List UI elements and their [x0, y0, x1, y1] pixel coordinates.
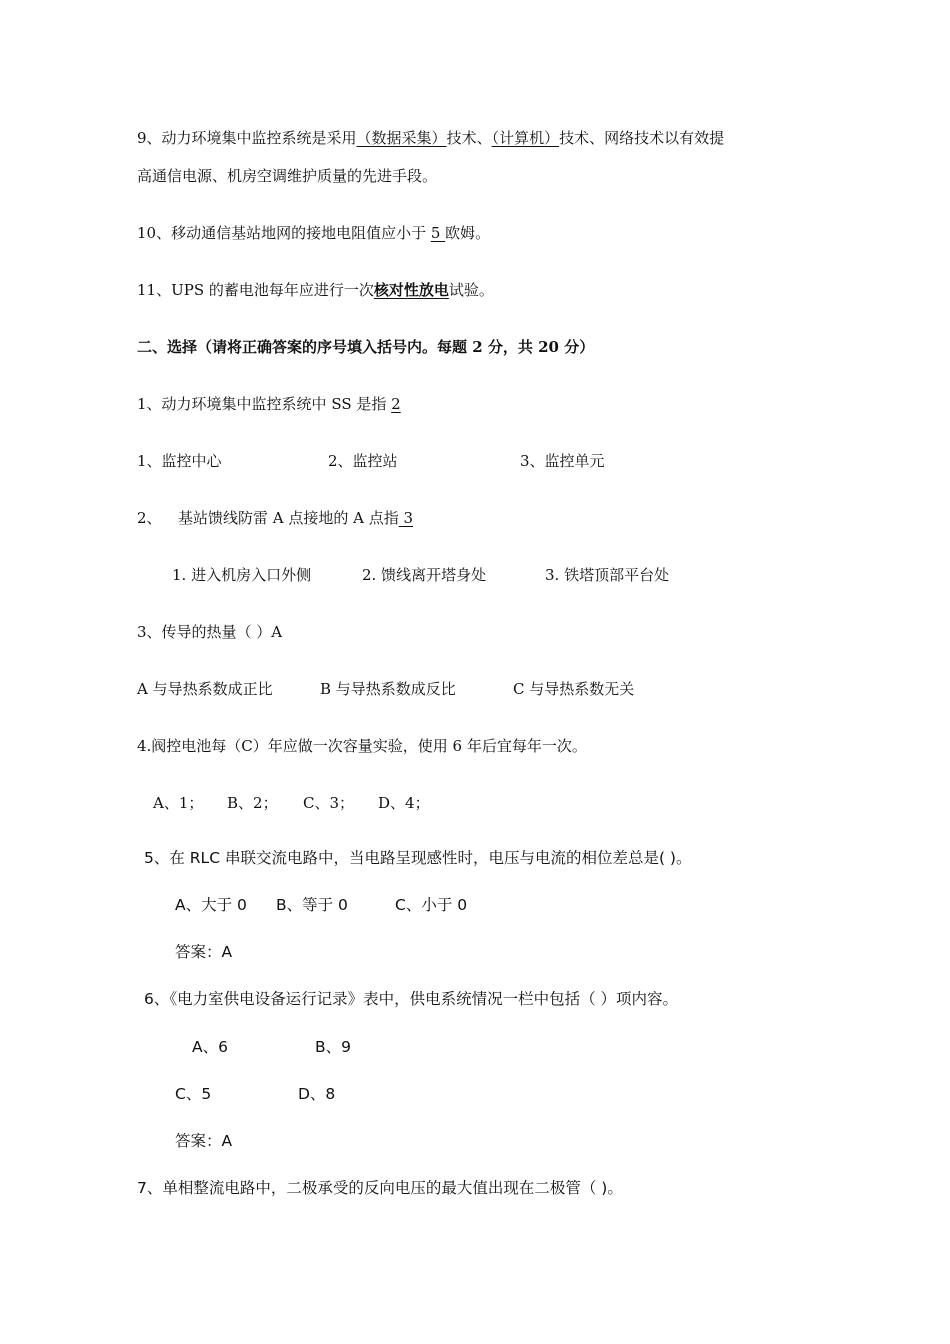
q4-stem: 4.阀控电池每（C）年应做一次容量实验，使用 6 年后宜每年一次。 [137, 737, 587, 755]
q6-opt-a: A、6 [192, 1038, 228, 1056]
q2-num: 2、 [137, 509, 162, 527]
q6-opt-c: C、5 [175, 1085, 212, 1103]
q6-stem: 6、《电力室供电设备运行记录》表中，供电系统情况一栏中包括（ ）项内容。 [144, 990, 679, 1008]
q5-opt-a: A、大于 0 [175, 896, 247, 914]
q6-opt-d: D、8 [298, 1085, 336, 1103]
q9-blank-2: （计算机） [491, 129, 560, 147]
q11-blank: 核对性放电 [373, 281, 449, 299]
q9-suffix: 技术、网络技术以有效提 [559, 129, 725, 147]
q5-answer: 答案：A [175, 943, 233, 961]
q9-mid: 技术、 [446, 129, 492, 147]
q1-answer: 2 [391, 395, 401, 413]
q1-opt-2: 2、监控站 [328, 452, 398, 470]
q9-line1 [137, 128, 724, 148]
q10-line [137, 223, 490, 243]
q10-suffix: 欧姆。 [445, 224, 491, 242]
q11-suffix: 试验。 [448, 281, 494, 299]
q3-opt-c: C 与导热系数无关 [513, 680, 635, 698]
q6-answer: 答案：A [175, 1132, 233, 1150]
q1-stem-line [137, 394, 401, 414]
q1-stem: 1、动力环境集中监控系统中 SS 是指 [137, 395, 392, 413]
section-2-heading: 二、选择（请将正确答案的序号填入括号内。每题 2 分，共 20 分） [137, 338, 595, 356]
q10-blank: 5 [430, 224, 446, 242]
q5-opt-c: C、小于 0 [395, 896, 468, 914]
q11-prefix: 11、UPS 的蓄电池每年应进行一次 [137, 281, 374, 299]
q4-opt-a: A、1； [153, 794, 204, 812]
q5-stem: 5、在 RLC 串联交流电路中，当电路呈现感性时，电压与电流的相位差总是( )。 [144, 849, 692, 867]
q9-prefix: 9、动力环境集中监控系统是采用 [137, 129, 357, 147]
q1-opt-3: 3、监控单元 [520, 452, 605, 470]
q4-opt-d: D、4； [378, 794, 430, 812]
q4-opt-c: C、3； [303, 794, 355, 812]
q2-opt-2: 2. 馈线离开塔身处 [362, 566, 487, 584]
q3-opt-b: B 与导热系数成反比 [320, 680, 456, 698]
q11-line [137, 280, 494, 300]
q3-stem: 3、传导的热量（ ）A [137, 623, 283, 641]
q9-line2: 高通信电源、机房空调维护质量的先进手段。 [137, 167, 438, 185]
q2-opt-1: 1. 进入机房入口外侧 [172, 566, 312, 584]
q5-opt-b: B、等于 0 [276, 896, 348, 914]
q1-opt-1: 1、监控中心 [137, 452, 222, 470]
q10-prefix: 10、移动通信基站地网的接地电阻值应小于 [137, 224, 431, 242]
q7-stem: 7、单相整流电路中，二极承受的反向电压的最大值出现在二极管（ )。 [137, 1179, 623, 1197]
q2-stem: 基站馈线防雷 A 点接地的 A 点指 [178, 509, 399, 527]
q6-opt-b: B、9 [315, 1038, 351, 1056]
q9-blank-1: （数据采集） [356, 129, 447, 147]
q2-stem-line [178, 508, 413, 528]
q4-opt-b: B、2； [227, 794, 278, 812]
q2-answer: 3 [398, 509, 414, 527]
q3-opt-a: A 与导热系数成正比 [137, 680, 273, 698]
q2-opt-3: 3. 铁塔顶部平台处 [545, 566, 670, 584]
